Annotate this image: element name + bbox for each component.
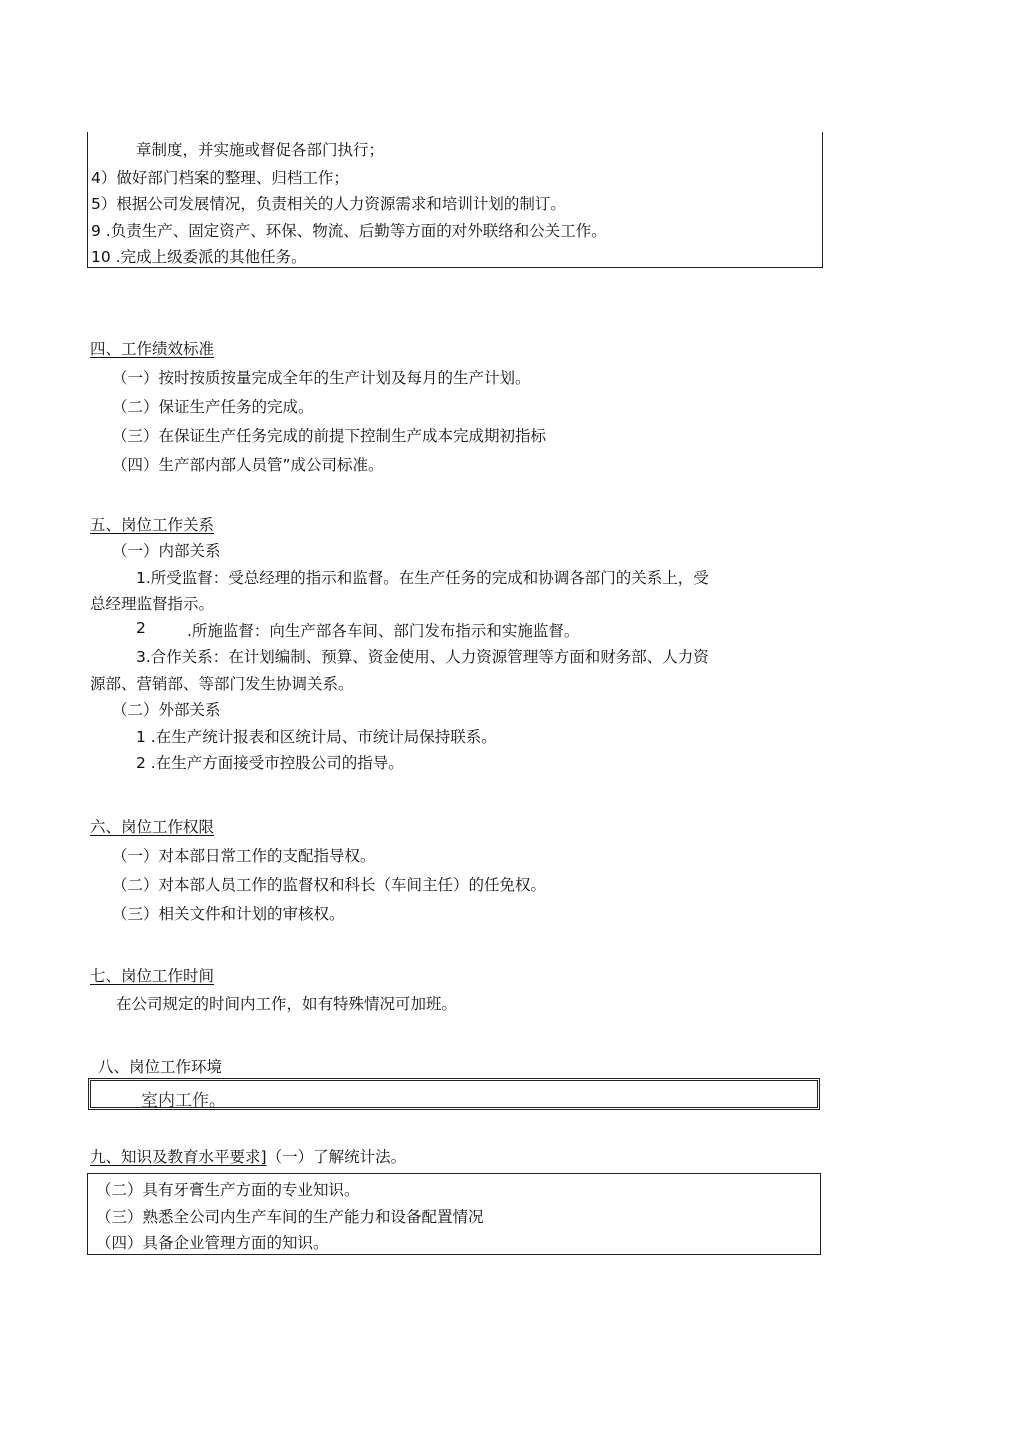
subsection-title: （二）外部关系 [112, 701, 221, 719]
knowledge-table [87, 1173, 821, 1255]
duty-line: 5）根据公司发展情况，负责相关的人力资源需求和培训计划的制订。 [91, 195, 566, 213]
environment-text: 室内工作。 [141, 1091, 226, 1111]
paragraph-line: 1.所受监督：受总经理的指示和监督。在生产任务的完成和协调各部门的关系上，受 [136, 569, 709, 587]
list-item: （一）按时按质按量完成全年的生产计划及每月的生产计划。 [112, 369, 531, 387]
section-title-knowledge: 九、知识及教育水平要求] [90, 1148, 267, 1166]
paragraph-line: 在公司规定的时间内工作，如有特殊情况可加班。 [116, 995, 458, 1013]
knowledge-item: （三）熟悉全公司内生产车间的生产能力和设备配置情况 [96, 1208, 484, 1226]
paragraph-line: .所施监督：向生产部各车间、部门发布指示和实施监督。 [187, 622, 580, 640]
section-title-environment: 八、岗位工作环境 [98, 1058, 223, 1076]
knowledge-item: （四）具备企业管理方面的知识。 [96, 1234, 329, 1252]
section9-heading [90, 1145, 406, 1167]
list-item: （四）生产部内部人员管”成公司标准。 [112, 456, 384, 474]
paragraph-line: 1 .在生产统计报表和区统计局、市统计局保持联系。 [136, 728, 497, 746]
list-item: （二）保证生产任务的完成。 [112, 398, 314, 416]
duty-line: 10 .完成上级委派的其他任务。 [91, 248, 307, 266]
paragraph-line: 源部、营销部、等部门发生协调关系。 [90, 675, 354, 693]
item-number: 2 [136, 619, 146, 637]
section-title-authority: 六、岗位工作权限 [90, 818, 215, 836]
duty-line: 9 .负责生产、固定资产、环保、物流、后勤等方面的对外联络和公关工作。 [91, 222, 607, 240]
duties-table [87, 132, 823, 268]
duty-line: 4）做好部门档案的整理、归档工作； [91, 169, 349, 187]
knowledge-item: （二）具有牙膏生产方面的专业知识。 [96, 1181, 360, 1199]
paragraph-line: 总经理监督指示。 [90, 595, 215, 613]
section-title-worktime: 七、岗位工作时间 [90, 967, 215, 985]
list-item: （二）对本部人员工作的监督权和科长（车间主任）的任免权。 [112, 876, 547, 894]
paragraph-line: 3.合作关系：在计划编制、预算、资金使用、人力资源管理等方面和财务部、人力资 [136, 648, 709, 666]
subsection-title: （一）内部关系 [112, 542, 221, 560]
list-item: （一）对本部日常工作的支配指导权。 [112, 847, 376, 865]
paragraph-line: 2 .在生产方面接受市控股公司的指导。 [136, 754, 404, 772]
section-title-performance: 四、工作绩效标准 [90, 340, 215, 358]
section-title-relations: 五、岗位工作关系 [90, 516, 215, 534]
environment-box [88, 1078, 820, 1110]
list-item: （三）在保证生产任务完成的前提下控制生产成本完成期初指标 [112, 427, 547, 445]
list-item: （三）相关文件和计划的审核权。 [112, 905, 345, 923]
duty-line: 章制度，并实施或督促各部门执行； [136, 141, 385, 159]
knowledge-first-item: （一）了解统计法。 [266, 1148, 407, 1166]
